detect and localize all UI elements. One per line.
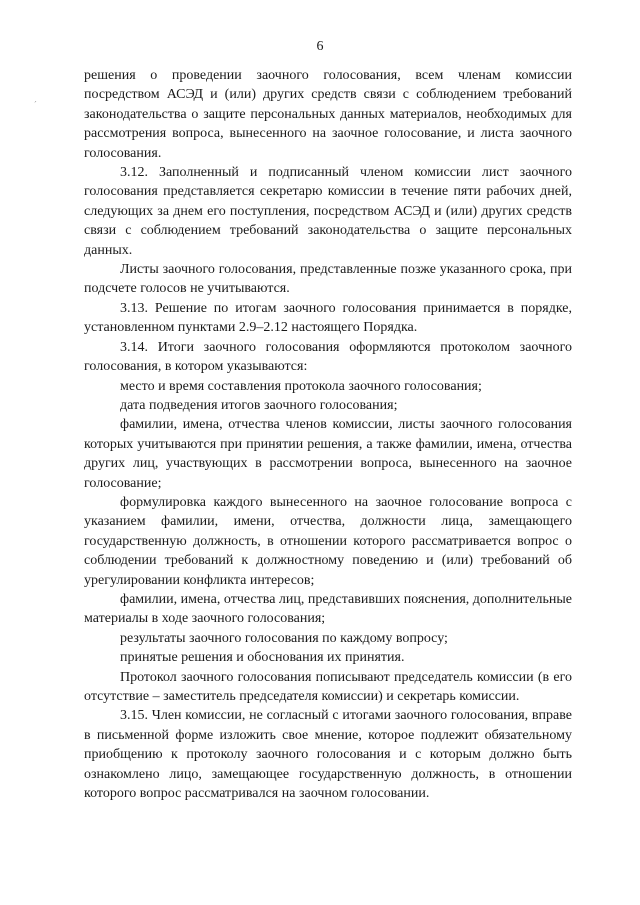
list-item-decisions: принятые решения и обоснования их принятия. xyxy=(120,650,405,666)
paragraph-3-14: 3.14. Итоги заочного голосования оформляются протоколом заочного голосования, в котором указываются: xyxy=(84,339,572,375)
list-item-question-wording: формулировка каждого вынесенного на заочное голосование вопроса с указанием фамилии, имени, отчества, должности лица, замещающего государственную должность, в отношении которого рассматривается вопрос о соблюдении требований к должностному поведению и (или) требований об урегулировании конфликта интересов; xyxy=(84,494,572,588)
paragraph-late-ballots: Листы заочного голосования, представленные позже указанного срока, при подсчете голосов не учитываются. xyxy=(84,262,572,297)
list-item-member-names: фамилии, имена, отчества членов комиссии, листы заочного голосования которых учитываются при принятии решения, а также фамилии, имена, отчества других лиц, участвующих в рассмотрении вопроса, вынесенного на заочное голосование; xyxy=(84,417,572,491)
list-item-explainers: фамилии, имена, отчества лиц, представивших пояснения, дополнительные материалы в ходе заочного голосования; xyxy=(84,591,572,627)
paragraph-3-15: 3.15. Член комиссии, не согласный с итогами заочного голосования, вправе в письменной форме изложить свое мнение, которое подлежит обязательному приобщению к протоколу заочного голосования и с которым должно быть ознакомлено лицо, замещающее государственную должность, в отношении которого вопрос рассматривался на заочном голосовании. xyxy=(84,708,572,802)
list-item-results: результаты заочного голосования по каждому вопросу; xyxy=(120,630,448,646)
page-number: 6 xyxy=(316,39,324,54)
paragraph-3-12: 3.12. Заполненный и подписанный членом комиссии лист заочного голосования представляется секретарю комиссии в течение пяти рабочих дней, следующих за днем его поступления, посредством АСЭД и (или) других средств связи с соблюдением требований законодательства о защите персональных данных. xyxy=(84,165,572,258)
paragraph-protocol-signing: Протокол заочного голосования пописывают председатель комиссии (в его отсутствие – заместитель председателя комиссии) и секретарь комиссии. xyxy=(84,669,572,704)
list-item-place-time: место и время составления протокола заочного голосования; xyxy=(120,378,482,394)
document-body xyxy=(84,66,572,803)
paragraph-3-13: 3.13. Решение по итогам заочного голосования принимается в порядке, установленном пунктами 2.9–2.12 настоящего Порядка. xyxy=(84,300,572,336)
list-item-date: дата подведения итогов заочного голосования; xyxy=(120,397,398,413)
paragraph-continuation: решения о проведении заочного голосования, всем членам комиссии посредством АСЭД и (или) других средств связи с соблюдением требований законодательства о защите персональных данных материалов, необходимых для рассмотрения вопроса, вынесенного на заочное голосование, и листа заочного голосования. xyxy=(84,68,572,161)
stray-mark: ´ xyxy=(34,100,37,109)
